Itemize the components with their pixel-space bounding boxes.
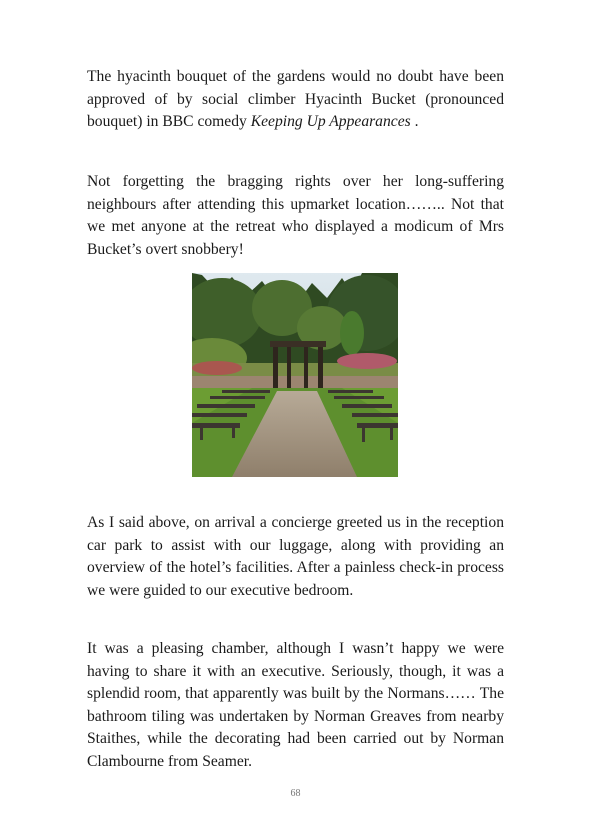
paragraph-hyacinth-text: The hyacinth bouquet of the gardens would no doubt have been approved of by social climber Hyacinth Bucket (pronounced bouquet) in BBC comedy (87, 68, 504, 131)
paragraph-chamber: It was a pleasing chamber, although I wasn’t happy we were having to share it with an executive. Seriously, though, it was a splendid room, that apparently was built by the Normans…… The bathroom tiling was undertaken by Norman Greaves from nearby Staithes, while the decorating had been carried out by Norman Clambourne from Seamer. (87, 640, 504, 770)
paragraph-arrival: As I said above, on arrival a concierge greeted us in the reception car park to assist with our luggage, along with providing an overview of the hotel’s facilities. After a painless check-in process we were guided to our executive bedroom. (87, 514, 504, 599)
garden-photo (192, 273, 398, 477)
page-number: 68 (290, 788, 301, 799)
paragraph-hyacinth (87, 66, 504, 134)
paragraph-hyacinth-end: . (410, 113, 419, 131)
show-title: Keeping Up Appearances (250, 113, 411, 131)
paragraph-bragging: Not forgetting the bragging rights over her long-suffering neighbours after attending this upmarket location…….. Not that we met anyone at the retreat who displayed a modicum of Mrs Bucket’s overt snobbery! (87, 173, 504, 258)
